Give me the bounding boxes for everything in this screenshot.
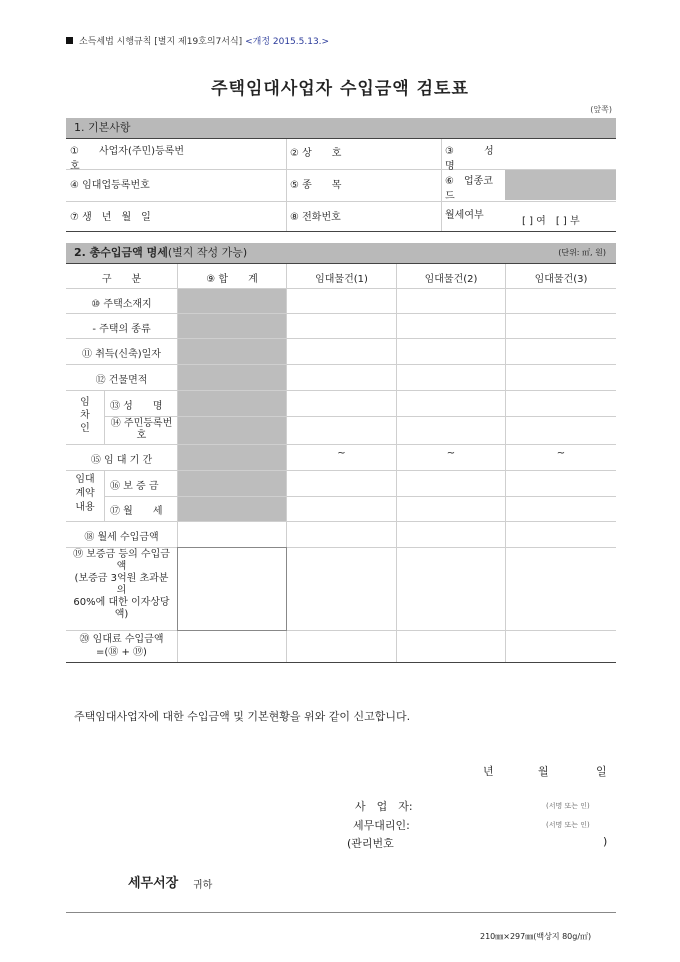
period-mark-3: ~ [556,448,566,459]
industry-code-shade [505,170,616,200]
declaration-statement: 주택임대사업자에 대한 수입금액 및 기본현황을 위와 같이 신고합니다. [74,710,411,723]
row-monthly-income: ⑱ 월세 수입금액 [84,532,159,543]
square-bullet-icon [66,37,73,44]
business-sign-hint: (서명 또는 인) [546,802,590,810]
page-title: 주택임대사업자 수입금액 검토표 [211,79,469,99]
monthly-rent-checkboxes[interactable]: [ ] 여 [ ] 부 [522,216,580,227]
birth-label: ⑦ 생 년 월 일 [70,212,151,223]
date-month: 월 [538,765,549,778]
form-reference [66,34,329,47]
addressee: 세무서장 [128,876,179,891]
period-mark-1: ~ [337,448,346,459]
monthly-rent-label: 월세여부 [445,210,484,221]
paper-spec: 210㎜×297㎜(백상지 80g/㎡) [480,932,592,941]
industry-code-label: ⑥ 업종코 드 [445,176,493,202]
name-label: ③ 성 명 [445,146,494,172]
date-year: 년 [483,765,494,778]
row-deposit-income: ⑲ 보증금 등의 수입금 액 (보증금 3억원 초과분 의 60%에 대한 이자상당 액) [73,549,170,620]
row-contract-group: 임대 계약 내용 [75,474,95,513]
row-tenant-id: ⑭ 주민등록번 호 [110,418,173,441]
rental-reg-label: ④ 임대업등록번호 [70,180,150,191]
col-property-1: 임대물건(1) [315,274,368,285]
agent-sign-hint: (서명 또는 인) [546,821,590,829]
section2-heading-text: 2. 총수입금액 명세 [74,246,168,259]
row-building-area: ⑫ 건물면적 [95,375,148,386]
unit-note: (단위: ㎡, 원) [558,248,606,257]
row-rental-period: ⑮ 임 대 기 간 [90,455,153,466]
business-signer-label: 사 업 자: [355,800,413,813]
management-number-close: ) [603,835,608,848]
section2-heading [66,243,616,263]
row-address: ⑩ 주택소재지 [91,299,152,310]
row-monthly-rent: ⑰ 월 세 [110,506,163,517]
page-side: (앞쪽) [590,105,612,114]
col-property-3: 임대물건(3) [534,274,588,285]
row-tenant-group: 임 차 인 [80,397,90,434]
col-property-2: 임대물건(2) [424,274,478,285]
total-column-shade [178,289,286,521]
management-number-label: (관리번호 [347,837,394,850]
business-type-label: ⑤ 종 목 [290,180,342,191]
trade-name-label: ② 상 호 [290,148,342,159]
footer-divider [66,912,616,913]
row-acquisition-date: ⑪ 취득(신축)일자 [82,349,161,360]
period-mark-2: ~ [446,448,456,459]
date-day: 일 [596,765,607,778]
phone-label: ⑧ 전화번호 [290,212,341,223]
agent-label: 세무대리인: [353,819,410,832]
deposit-income-total-cell[interactable] [177,547,287,631]
col-category: 구 분 [101,274,142,285]
addressee-suffix: 귀하 [193,880,213,891]
section1-heading [66,118,616,138]
form-ref-text: 소득세법 시행규칙 [별지 제19호의7서식] [79,37,243,47]
section2-heading-note: (별지 작성 가능) [167,246,248,259]
row-house-type: - 주택의 종류 [92,324,151,335]
revision-note: <개정 2015.5.13.> [245,37,330,47]
col-total: ⑨ 합 계 [206,274,258,285]
row-tenant-name: ⑬ 성 명 [110,401,163,412]
reg-no-label: ① 사업자(주민)등록번 호 [70,146,185,172]
section1-heading-text: 1. 기본사항 [74,121,131,134]
row-deposit: ⑯ 보 증 금 [110,481,159,492]
row-total-income: ⑳ 임대료 수입금액 =(⑱ + ⑲) [79,634,164,658]
